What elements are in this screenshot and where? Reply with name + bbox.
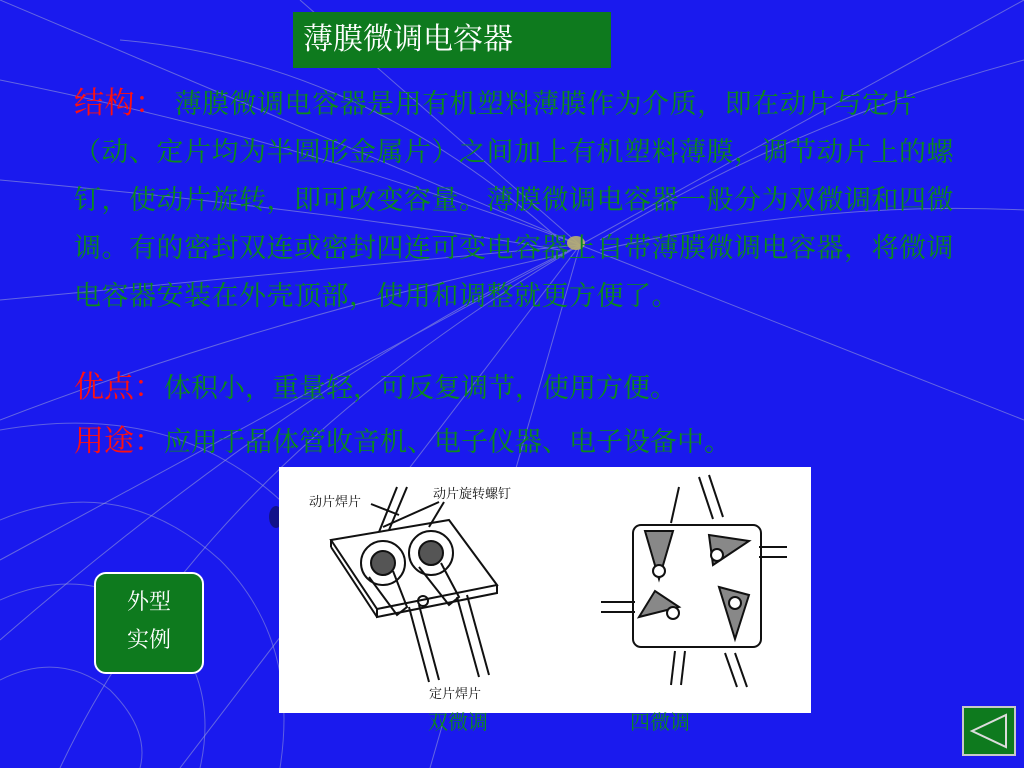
- advantages-heading: 优点：: [74, 370, 164, 405]
- usage-text: 应用于晶体管收音机、电子仪器、电子设备中。: [164, 427, 731, 458]
- advantages-line: [74, 362, 677, 406]
- label-moving-screw: 动片旋转螺钉: [433, 487, 512, 502]
- advantages-text: 体积小，重量轻，可反复调节，使用方便。: [164, 373, 677, 404]
- slide-title: 薄膜微调电容器: [293, 12, 611, 68]
- previous-slide-button[interactable]: [962, 706, 1016, 756]
- structure-heading: 结构：: [74, 86, 166, 121]
- triangle-left-icon: [968, 712, 1010, 750]
- examples-button[interactable]: [94, 572, 204, 674]
- examples-button-line2: 实例: [126, 628, 171, 653]
- caption-quad-trimmer: 四微调: [630, 710, 690, 734]
- label-fixed-solder: 定片焊片: [429, 687, 482, 702]
- structure-paragraph: [74, 80, 966, 321]
- examples-button-line1: 外型: [126, 590, 171, 615]
- caption-double-trimmer: 双微调: [428, 710, 488, 734]
- capacitor-figure: [279, 467, 811, 713]
- usage-heading: 用途：: [74, 424, 164, 459]
- label-moving-solder: 动片焊片: [309, 495, 362, 510]
- usage-line: [74, 416, 731, 460]
- structure-text: 薄膜微调电容器是用有机塑料薄膜作为介质，即在动片与定片（动、定片均为半圆形金属片）之间加上有机塑料薄膜，调节动片上的螺钉，使动片旋转，即可改变容量。薄膜微调电容器一般分为双微调和四微调。有的密封双连或密封四连可变电容器上自带薄膜微调电容器，将微调电容器安装在外壳顶部，使用和调整就更方便了。: [74, 89, 954, 312]
